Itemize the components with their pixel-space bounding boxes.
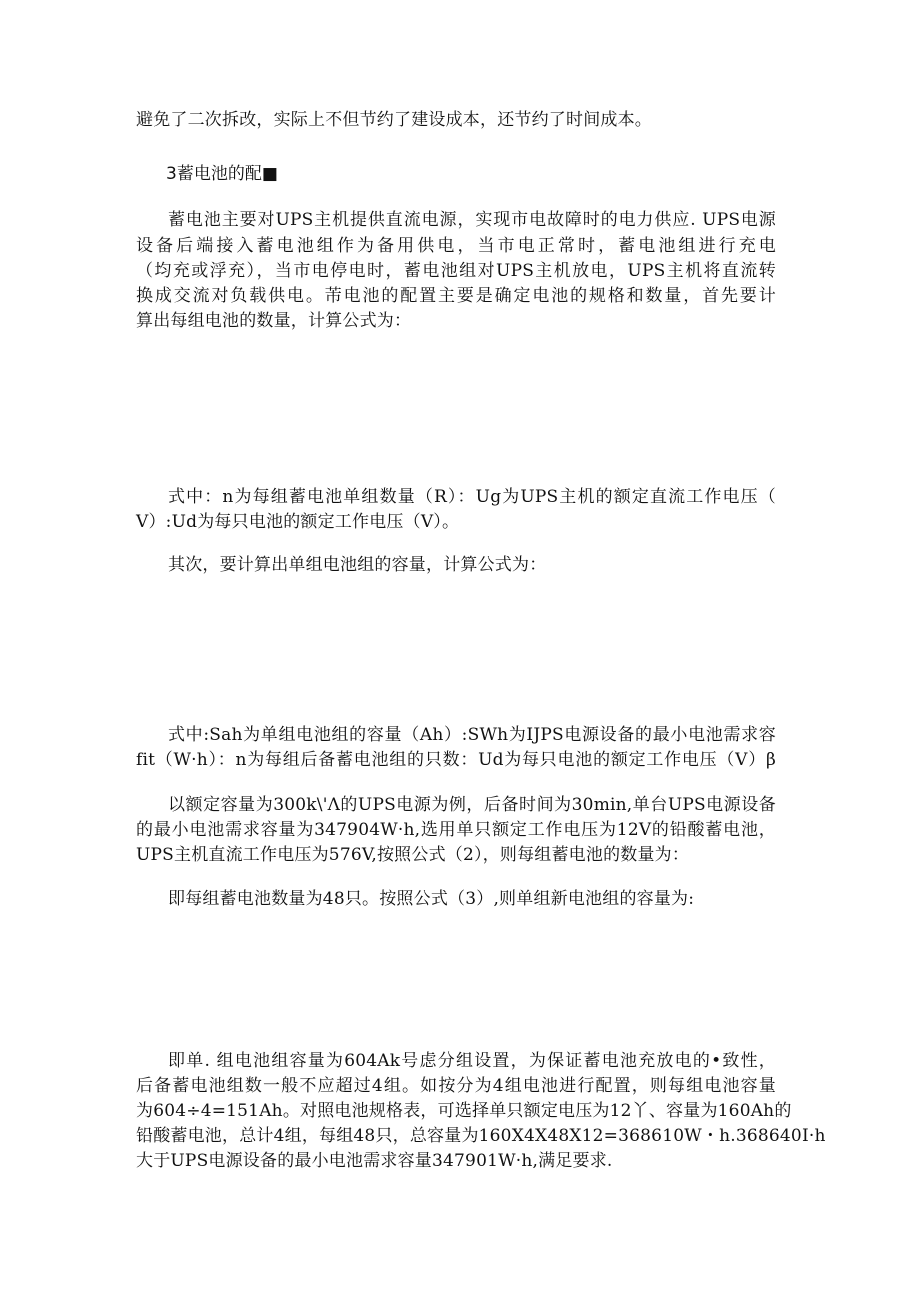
paragraph-line: 设备后端接入蓄电池组作为备用供电，当市电正常时，蓄电池组进行充电 — [136, 236, 776, 256]
paragraph-line: 即单. 组电池组容量为604Ak号虑分组设置，为保证蓄电池充放电的•致性， — [168, 1051, 776, 1071]
paragraph-line: fit（W·h）：n为每组后备蓄电池组的只数：Ud为每只电池的额定工作电压（V）β — [136, 750, 776, 770]
paragraph-line: 算出每组电池的数量，计算公式为： — [136, 311, 412, 331]
paragraph-line: 后备蓄电池组数一般不应超过4组。如按分为4组电池进行配置，则每组电池容量 — [136, 1076, 776, 1096]
paragraph-line: V）:Ud为每只电池的额定工作电压（V）。 — [136, 512, 460, 532]
paragraph-line: 铅酸蓄电池，总计4组，每组48只，总容量为160X4X48X12=368610W・h.368640I·h — [136, 1126, 826, 1146]
paragraph-line: 其次，要计算出单组电池组的容量，计算公式为： — [168, 555, 547, 575]
paragraph-line: 的最小电池需求容量为347904W·h,选用单只额定工作电压为12V的铅酸蓄电池， — [136, 820, 776, 840]
paragraph-line: 即每组蓄电池数量为48只。按照公式（3）,则单组新电池组的容量为: — [168, 889, 695, 909]
paragraph-line: 以额定容量为300k\'Λ的UPS电源为例，后备时间为30min,单台UPS电源设备 — [168, 795, 776, 815]
paragraph-line: 蓄电池主要对UPS主机提供直流电源，实现市电故障时的电力供应. UPS电源 — [168, 210, 776, 230]
paragraph-line: 换成交流对负载供电。芾电池的配置主要是确定电池的规格和数量，首先要计 — [136, 286, 776, 306]
paragraph-line: UPS主机直流工作电压为576V,按照公式（2），则每组蓄电池的数量为： — [136, 845, 690, 865]
paragraph-line: 大于UPS电源设备的最小电池需求容量347901W·h,满足要求. — [136, 1151, 613, 1171]
section-heading: 3蓄电池的配■ — [166, 164, 278, 184]
paragraph-line: 避免了二次拆改，实际上不但节约了建设成本，还节约了时间成本。 — [136, 110, 652, 130]
paragraph-line: 为604÷4=151Ah。对照电池规格表，可选择单只额定电压为12丫、容量为160Ah的 — [136, 1101, 792, 1121]
paragraph-line: （均充或浮充），当市电停电时，蓄电池组对UPS主机放电，UPS主机将直流转 — [136, 261, 776, 281]
paragraph-line: 式中：n为每组蓄电池单组数量（R）：Ug为UPS主机的额定直流工作电压（ — [168, 487, 776, 507]
paragraph-line: 式中:Sah为单组电池组的容量（Ah）:SWh为IJPS电源设备的最小电池需求容 — [168, 725, 776, 745]
